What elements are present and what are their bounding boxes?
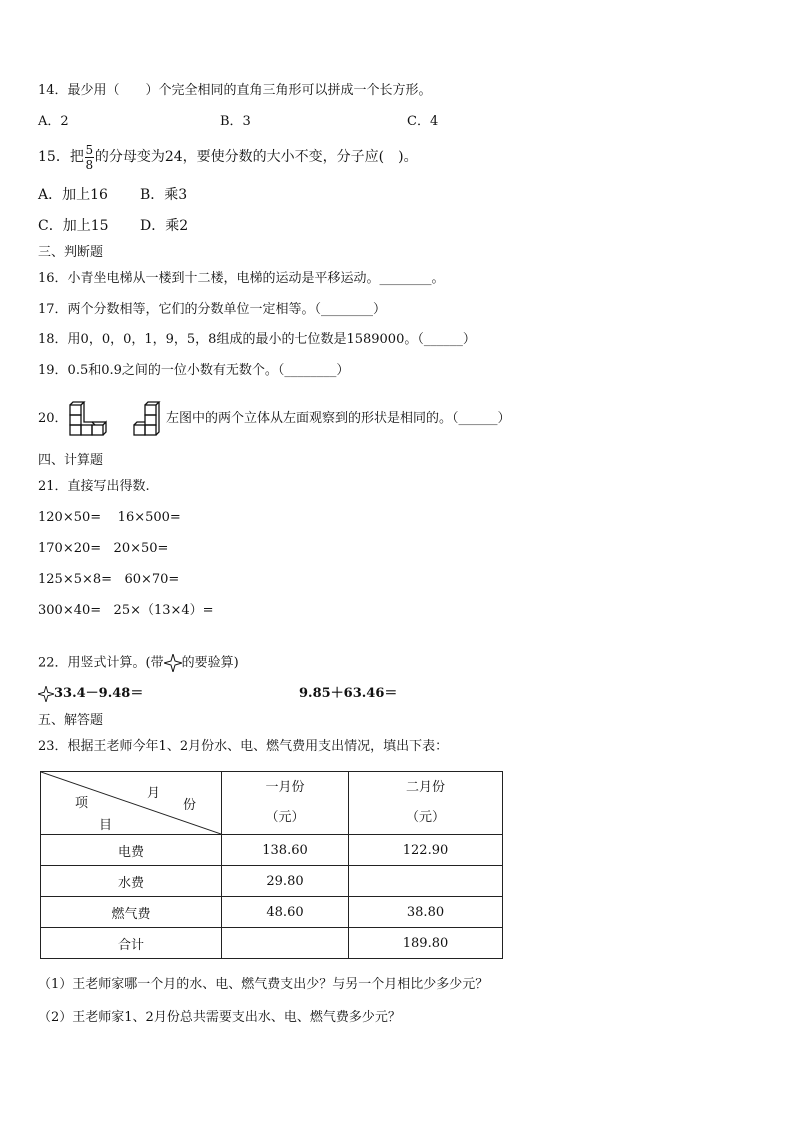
q22-expr-1 bbox=[38, 685, 143, 703]
q22-suffix: 的要验算) bbox=[181, 655, 239, 671]
header-feb bbox=[349, 772, 503, 835]
q15-fraction bbox=[85, 144, 94, 171]
four-point-star-icon bbox=[164, 654, 182, 672]
q15-suffix: 的分母变为24，要使分数的大小不变，分子应( )。 bbox=[94, 149, 418, 165]
row-jan bbox=[222, 928, 349, 959]
header-jan-unit: （元） bbox=[265, 810, 305, 825]
q14-options bbox=[38, 113, 538, 131]
q21-row-1 bbox=[38, 509, 181, 527]
q21-row-2 bbox=[38, 540, 168, 558]
table-row bbox=[41, 835, 503, 866]
q18-text: 18．用0，0，0，1，9，5，8组成的最小的七位数是1589000。（______） bbox=[38, 332, 476, 347]
section-3-heading: 三、判断题 bbox=[38, 245, 104, 260]
q21-expr: 300×40= bbox=[38, 603, 102, 618]
row-feb bbox=[349, 866, 503, 897]
q15-option-a: A．加上16 bbox=[38, 187, 108, 203]
header-feb-label: 二月份 bbox=[405, 780, 445, 795]
q16-text: 16．小青坐电梯从一楼到十二楼，电梯的运动是平移运动。________。 bbox=[38, 271, 445, 286]
cube-figures-image bbox=[68, 400, 168, 440]
q21-expr: 25×（13×4）= bbox=[113, 603, 214, 618]
row-item: 水费 bbox=[41, 866, 222, 897]
header-jan bbox=[222, 772, 349, 835]
q21-row-4 bbox=[38, 602, 214, 620]
row-item: 燃气费 bbox=[41, 897, 222, 928]
q19-text: 19．0.5和0.9之间的一位小数有无数个。（________） bbox=[38, 363, 350, 378]
expense-table bbox=[40, 771, 503, 959]
four-point-star-icon bbox=[38, 686, 54, 702]
row-jan: 48.60 bbox=[222, 897, 349, 928]
row-feb: 189.80 bbox=[349, 928, 503, 959]
table-row bbox=[41, 866, 503, 897]
q21-row-3 bbox=[38, 571, 179, 589]
q21-expr: 125×5×8= bbox=[38, 572, 113, 587]
q22-expr-2 bbox=[299, 685, 397, 703]
row-feb: 122.90 bbox=[349, 835, 503, 866]
q20-number: 20． bbox=[38, 411, 68, 426]
row-feb: 38.80 bbox=[349, 897, 503, 928]
q15-options-row1 bbox=[38, 186, 338, 204]
q21-expr: 170×20= bbox=[38, 541, 102, 556]
q15-options-row2 bbox=[38, 217, 338, 235]
q14-text: 14．最少用（ ）个完全相同的直角三角形可以拼成一个长方形。 bbox=[38, 83, 432, 98]
header-item-char-1: 项 bbox=[75, 796, 89, 811]
q23-sub-1: （1）王老师家哪一个月的水、电、燃气费支出少？与另一个月相比少多少元？ bbox=[38, 977, 489, 992]
q22-expr-1-text: 33.4－9.48＝ bbox=[54, 686, 144, 701]
q15-text bbox=[38, 142, 418, 172]
q15-option-c: C．加上15 bbox=[38, 218, 109, 234]
q20-text: 左图中的两个立体从左面观察到的形状是相同的。（______） bbox=[166, 411, 511, 426]
q15-prefix: 15．把 bbox=[38, 149, 84, 165]
q22-expr-2-text: 9.85＋63.46＝ bbox=[299, 686, 398, 701]
q23-title: 23．根据王老师今年1、2月份水、电、燃气费用支出情况，填出下表： bbox=[38, 739, 449, 754]
table-header-diagonal bbox=[41, 772, 222, 835]
q21-expr: 16×500= bbox=[117, 510, 181, 525]
q14-option-a: A．2 bbox=[38, 114, 69, 129]
q14-option-b: B．3 bbox=[220, 114, 251, 129]
row-item: 合计 bbox=[41, 928, 222, 959]
header-month-char-2: 份 bbox=[183, 798, 197, 813]
table-row bbox=[41, 897, 503, 928]
header-item-char-2: 目 bbox=[99, 818, 113, 833]
q21-expr: 120×50= bbox=[38, 510, 102, 525]
row-jan: 138.60 bbox=[222, 835, 349, 866]
q17-text: 17．两个分数相等，它们的分数单位一定相等。（________） bbox=[38, 302, 387, 317]
section-4-heading: 四、计算题 bbox=[38, 453, 104, 468]
q23-sub-2: （2）王老师家1、2月份总共需要支出水、电、燃气费多少元？ bbox=[38, 1010, 401, 1025]
q14-option-c: C．4 bbox=[407, 114, 439, 129]
row-jan: 29.80 bbox=[222, 866, 349, 897]
section-5-heading: 五、解答题 bbox=[38, 713, 104, 728]
table-row bbox=[41, 928, 503, 959]
q21-title: 21．直接写出得数. bbox=[38, 479, 150, 494]
q15-frac-den: 8 bbox=[85, 157, 94, 172]
header-feb-unit: （元） bbox=[405, 810, 445, 825]
header-month-char-1: 月 bbox=[147, 786, 161, 801]
q22-title bbox=[38, 654, 239, 673]
q15-frac-num: 5 bbox=[85, 142, 94, 157]
row-item: 电费 bbox=[41, 835, 222, 866]
q15-option-d: D．乘2 bbox=[140, 218, 189, 234]
q15-option-b: B．乘3 bbox=[140, 187, 188, 203]
q21-expr: 20×50= bbox=[113, 541, 169, 556]
q22-prefix: 22．用竖式计算。(带 bbox=[38, 655, 164, 671]
q21-expr: 60×70= bbox=[124, 572, 180, 587]
header-jan-label: 一月份 bbox=[265, 780, 305, 795]
